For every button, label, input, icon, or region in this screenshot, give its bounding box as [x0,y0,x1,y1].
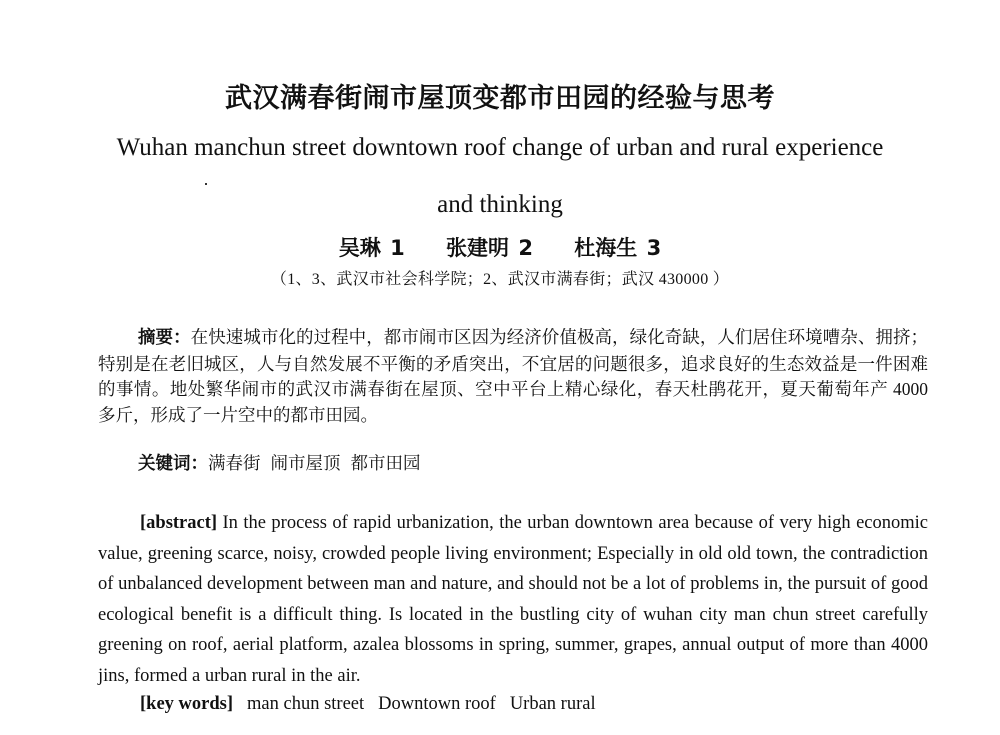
keyword: Urban rural [509,694,596,714]
keywords-chinese [138,451,431,477]
keyword: Downtown roof [378,694,496,714]
keywords-english [140,690,596,718]
keyword: 满春街 [208,453,261,473]
author-name: 张建明 2 [446,236,533,260]
author-name: 杜海生 3 [574,236,662,260]
keywords-english-label: [key words] [140,694,234,714]
affiliation: （1、3、武汉市社会科学院；2、武汉市满春街；武汉 430000 ） [270,271,730,288]
title-english-line-2: and thinking [437,191,563,218]
abstract-english-label: [abstract] [140,513,218,533]
abstract-chinese [98,325,928,428]
author-list [0,232,1000,262]
keyword: 闹市屋顶 [270,453,341,473]
keyword: 都市田园 [350,453,421,473]
scan-speck [205,183,207,185]
title-english-line-1: Wuhan manchun street downtown roof change of urban and rural experience [116,134,884,161]
title-chinese: 武汉满春街闹市屋顶变都市田园的经验与思考 [225,83,775,114]
keywords-chinese-label: 关键词： [138,454,208,474]
author-name: 吴琳 1 [338,236,405,260]
abstract-chinese-text: 在快速城市化的过程中，都市闹市区因为经济价值极高，绿化奇缺，人们居住环境嘈杂、拥挤；特别是在老旧城区，人与自然发展不平衡的矛盾突出，不宜居的问题很多，追求良好的生态效益是一件困难的事情。地处繁华闹市的武汉市满春街在屋顶、空中平台上精心绿化，春天杜鹃花开，夏天葡萄年产 4000 多斤，形成了一片空中的都市田园。 [98,327,928,425]
keyword: man chun street [247,694,365,714]
abstract-chinese-label: 摘要： [138,328,191,348]
abstract-english [98,508,928,691]
abstract-english-text: In the process of rapid urbanization, the urban downtown area because of very high economic value, greening scarce, noisy, crowded people living environment; Especially in old old town, the contradiction of unbalanced development between man and nature, and should not be a lot of problems in, the pursuit of good ecological benefit is a difficult thing. Is located in the bustling city of wuhan city man chun street carefully greening on roof, aerial platform, azalea blossoms in spring, summer, grapes, annual output of more than 4000 jins, formed a urban rural in the air. [98,513,929,686]
